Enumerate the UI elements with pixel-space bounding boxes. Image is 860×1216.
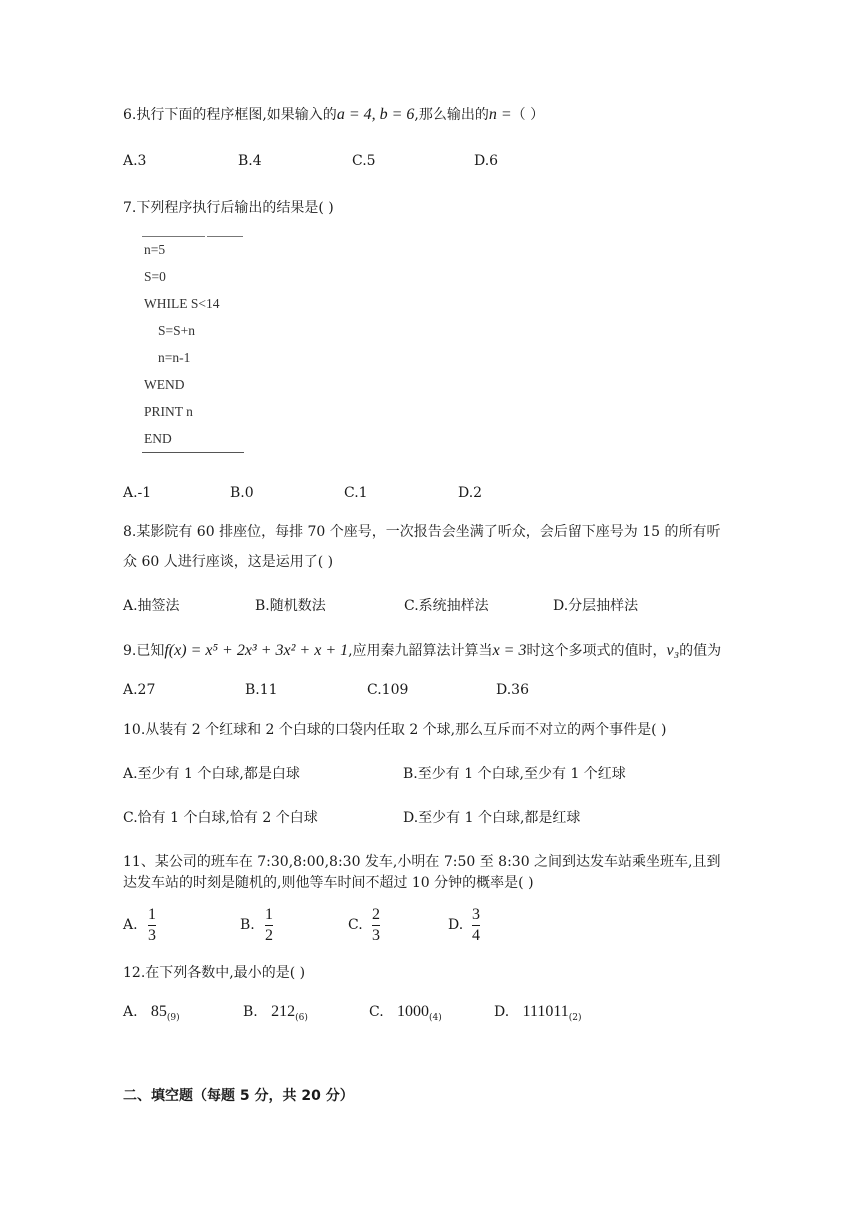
question-11-option-c[interactable] (348, 917, 363, 933)
question-12-option-c-value: 1000 (397, 1003, 430, 1020)
question-11-option-a-label: A. (123, 917, 138, 933)
question-7-text: 7.下列程序执行后输出的结果是( ) (123, 200, 334, 216)
code-line-2: S=0 (144, 269, 166, 284)
question-11-option-d-fraction (472, 905, 480, 946)
question-9-option-b[interactable]: B.11 (245, 682, 278, 698)
question-12-option-a-label: A. (123, 1004, 138, 1020)
code-line-7: PRINT n (144, 404, 193, 419)
code-line-5: n=n-1 (158, 350, 191, 365)
question-12-option-d-base: (2) (568, 1012, 582, 1023)
question-6-option-a[interactable]: A.3 (123, 153, 147, 169)
question-9-prefix: 9.已知 (123, 643, 165, 659)
question-12-option-c[interactable] (369, 1003, 442, 1023)
question-11-line-2: 达发车站的时刻是随机的,则他等车时间不超过 10 分钟的概率是( ) (123, 875, 534, 891)
question-7-option-a[interactable]: A.-1 (123, 485, 152, 501)
question-8-option-b[interactable]: B.随机数法 (255, 598, 326, 614)
question-9-suffix-1: 时这个多项式的值时， (526, 643, 667, 659)
fraction-numerator: 3 (472, 906, 480, 923)
question-6-input-values: a = 4, b = 6 (336, 106, 415, 123)
question-12-option-b-label: B. (243, 1004, 258, 1020)
code-line-8: END (144, 431, 172, 446)
question-12-option-d[interactable] (494, 1003, 582, 1023)
question-11-option-b-label: B. (240, 917, 255, 933)
question-12-option-c-label: C. (369, 1004, 384, 1020)
question-6-prefix: 6.执行下面的程序框图,如果输入的 (123, 107, 337, 123)
fraction-denominator: 3 (148, 927, 156, 944)
question-12-option-b-base: (6) (295, 1012, 308, 1023)
question-7-option-d[interactable]: D.2 (458, 485, 483, 501)
question-12-option-b[interactable] (243, 1003, 308, 1023)
question-6-option-b[interactable]: B.4 (238, 153, 262, 169)
fraction-denominator: 2 (265, 927, 273, 944)
question-9-option-a[interactable]: A.27 (123, 682, 156, 698)
question-12-option-a-value: 85 (150, 1003, 167, 1020)
question-6 (123, 104, 544, 124)
question-8-option-d[interactable]: D.分层抽样法 (553, 598, 639, 614)
question-9-suffix-2: 的值为 (679, 643, 722, 659)
question-10-option-a[interactable]: A.至少有 1 个白球,都是白球 (123, 766, 300, 782)
question-6-middle: ,那么输出的 (414, 107, 489, 123)
code-line-4: S=S+n (158, 323, 195, 338)
question-9-middle: ,应用秦九韶算法计算当 (348, 643, 493, 659)
code-top-rule-left (142, 236, 205, 237)
fraction-denominator: 3 (372, 927, 380, 944)
question-10-option-b[interactable]: B.至少有 1 个白球,至少有 1 个红球 (403, 766, 626, 782)
question-11-option-c-label: C. (348, 917, 363, 933)
question-9-option-c[interactable]: C.109 (367, 682, 409, 698)
question-12-text: 12.在下列各数中,最小的是( ) (123, 965, 306, 981)
fraction-numerator: 1 (265, 906, 273, 923)
question-11-line-1: 11、某公司的班车在 7:30,8:00,8:30 发车,小明在 7:50 至 8:30 之间到达发车站乘坐班车,且到 (123, 854, 721, 870)
question-10-text: 10.从装有 2 个红球和 2 个白球的口袋内任取 2 个球,那么互斥而不对立的两个事件是( ) (123, 722, 667, 738)
question-11-option-d[interactable] (448, 917, 463, 933)
question-11-option-b-fraction (265, 905, 273, 946)
question-10-option-c[interactable]: C.恰有 1 个白球,恰有 2 个白球 (123, 810, 318, 826)
code-top-rule-right (207, 236, 243, 237)
question-7-option-c[interactable]: C.1 (344, 485, 368, 501)
question-6-option-d[interactable]: D.6 (474, 153, 499, 169)
question-6-option-c[interactable]: C.5 (352, 153, 376, 169)
question-11-option-b[interactable] (240, 917, 255, 933)
code-line-3: WHILE S<14 (144, 296, 220, 311)
question-12-option-d-label: D. (494, 1004, 510, 1020)
question-10-option-d[interactable]: D.至少有 1 个白球,都是红球 (403, 810, 581, 826)
question-11-option-d-label: D. (448, 917, 464, 933)
question-8-line-1: 8.某影院有 60 排座位，每排 70 个座号，一次报告会坐满了听众，会后留下座号为 15 的所有听 (123, 524, 721, 540)
code-bottom-rule (142, 452, 244, 453)
question-7-option-b[interactable]: B.0 (230, 485, 254, 501)
question-8-option-c[interactable]: C.系统抽样法 (404, 598, 489, 614)
question-11-option-c-fraction (372, 905, 380, 946)
fraction-denominator: 4 (472, 927, 480, 944)
question-11-option-a[interactable] (123, 917, 138, 933)
question-6-output-var: n = (488, 106, 512, 123)
question-6-paren: （ ） (511, 107, 545, 123)
question-12-option-b-value: 212 (271, 1003, 296, 1020)
question-9-option-d[interactable]: D.36 (496, 682, 529, 698)
question-8-line-2: 众 60 人进行座谈，这是运用了( ) (123, 554, 334, 570)
fraction-numerator: 1 (148, 906, 156, 923)
question-12-option-c-base: (4) (429, 1012, 442, 1023)
question-12-option-d-value: 111011 (522, 1003, 569, 1020)
question-9-variable: v₃ (666, 642, 680, 659)
section-2-title: 二、填空题（每题 5 分，共 20 分） (123, 1088, 354, 1104)
question-12-option-a[interactable] (123, 1003, 180, 1023)
question-11-option-a-fraction (148, 905, 156, 946)
code-line-1: n=5 (144, 242, 166, 257)
question-8-option-a[interactable]: A.抽签法 (123, 598, 180, 614)
question-9 (123, 640, 721, 660)
code-line-6: WEND (144, 377, 185, 392)
question-9-condition: x = 3 (492, 642, 527, 659)
question-9-function: f(x) = x⁵ + 2x³ + 3x² + x + 1 (164, 642, 349, 659)
fraction-numerator: 2 (372, 906, 380, 923)
question-12-option-a-base: (9) (166, 1012, 180, 1023)
